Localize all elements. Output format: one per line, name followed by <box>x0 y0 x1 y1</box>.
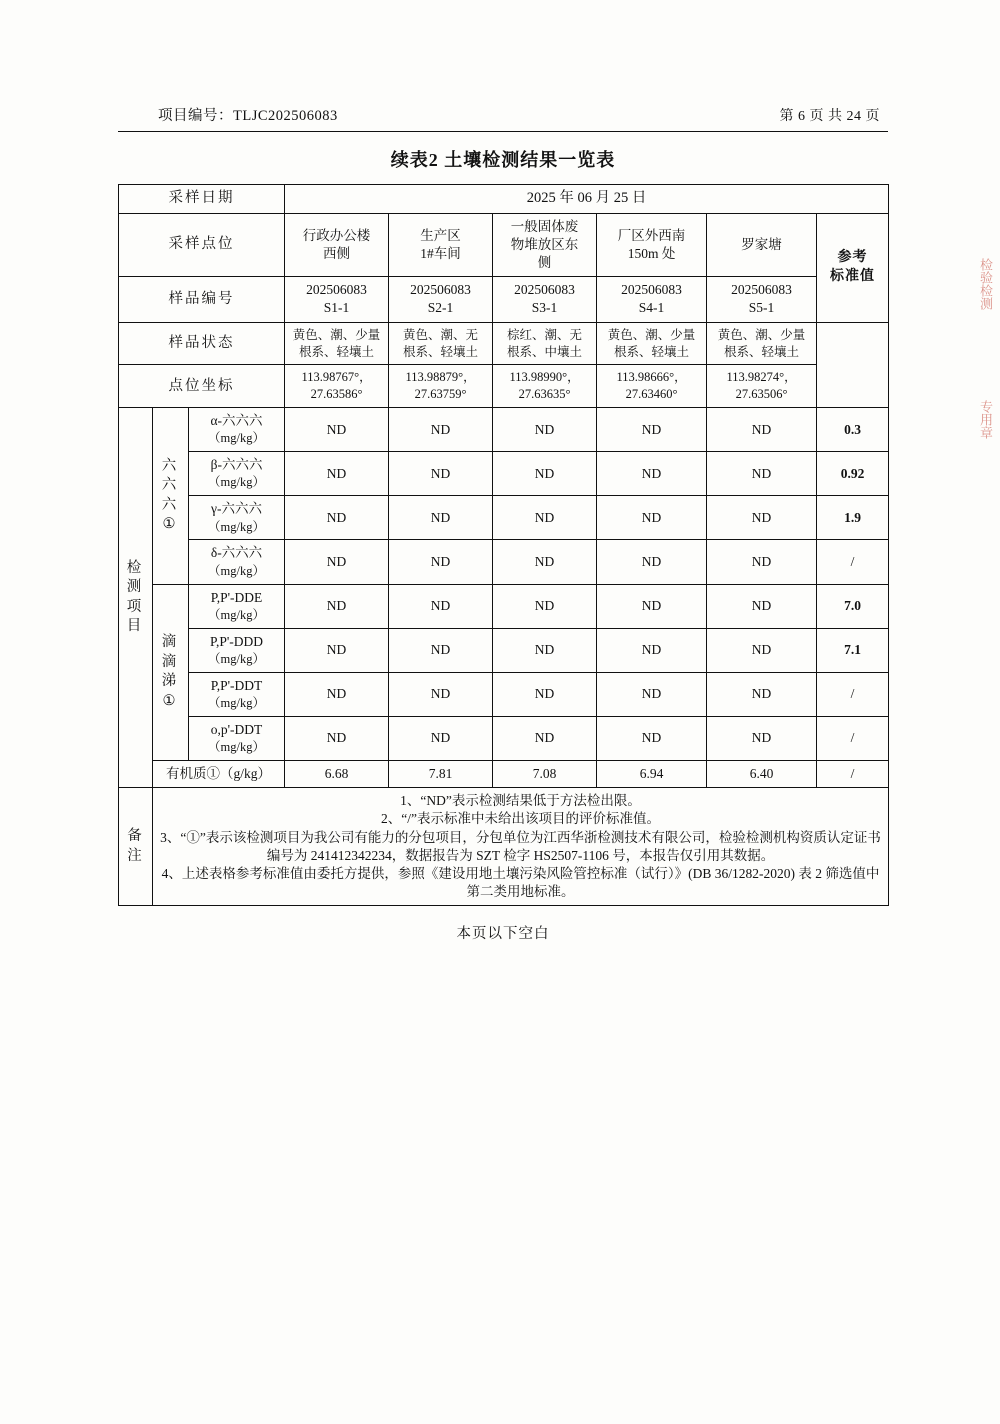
remark-label: 备 注 <box>127 828 144 864</box>
item-value: ND <box>389 408 493 452</box>
coordinate-line2: 27.63586° <box>310 387 363 402</box>
sample-no-line1: 202506083 <box>731 282 792 298</box>
item-value: ND <box>707 496 817 540</box>
group-label-ddt <box>153 584 189 760</box>
reference-standard-header <box>817 213 889 322</box>
item-value: ND <box>285 452 389 496</box>
sampling-point-line2: 西侧 <box>323 245 351 261</box>
item-name: γ-六六六 <box>211 501 262 517</box>
coordinate-cell <box>707 365 817 408</box>
row-label-sample-state: 样品状态 <box>119 322 285 365</box>
sample-state-line2: 根系、轻壤土 <box>614 344 690 359</box>
sample-no-line2: S4-1 <box>638 300 665 316</box>
group-char: 六 <box>161 457 180 474</box>
red-stamp-mark-2: 专用章 <box>978 400 993 439</box>
item-value: ND <box>285 496 389 540</box>
item-value: ND <box>597 672 707 716</box>
table-row-item <box>119 496 889 540</box>
item-unit: （mg/kg） <box>208 519 265 534</box>
sample-state-cell <box>597 322 707 365</box>
sample-no-line1: 202506083 <box>410 282 471 298</box>
group-char: 滴 <box>161 634 180 651</box>
coordinate-cell <box>389 365 493 408</box>
sampling-point-cell <box>285 213 389 277</box>
sample-no-cell <box>707 277 817 322</box>
table-row-item <box>119 408 889 452</box>
item-value: ND <box>597 584 707 628</box>
item-name-cell <box>189 540 285 584</box>
group-label-hch <box>153 408 189 584</box>
item-name: P,P'-DDT <box>210 677 263 693</box>
item-value: ND <box>597 540 707 584</box>
item-value: ND <box>389 496 493 540</box>
organic-value: 7.81 <box>389 760 493 787</box>
table-row-sample-no <box>119 277 889 322</box>
row-label-sampling-point: 采样点位 <box>119 213 285 277</box>
coordinate-line1: 113.98990°， <box>509 370 580 385</box>
coordinate-cell <box>597 365 707 408</box>
item-value: ND <box>707 716 817 760</box>
sampling-date-value: 2025 年 06 月 25 日 <box>285 185 889 214</box>
row-label-test-items <box>119 408 153 788</box>
sample-no-cell <box>389 277 493 322</box>
coordinate-line1: 113.98666°， <box>616 370 687 385</box>
red-stamp-mark-1: 检验检测 <box>978 258 993 310</box>
item-value: ND <box>597 716 707 760</box>
test-items-label: 检 测 项 目 <box>126 559 145 635</box>
coordinate-line1: 113.98879°， <box>405 370 476 385</box>
coordinate-cell <box>493 365 597 408</box>
item-value: ND <box>493 716 597 760</box>
item-value: ND <box>493 584 597 628</box>
item-standard: 7.0 <box>817 584 889 628</box>
sampling-point-line2: 1#车间 <box>420 245 461 261</box>
sample-state-line1: 黄色、潮、少量 <box>292 327 381 342</box>
item-name: α-六六六 <box>210 413 263 429</box>
header-divider <box>118 131 888 132</box>
item-value: ND <box>389 452 493 496</box>
item-value: ND <box>389 540 493 584</box>
item-value: ND <box>707 584 817 628</box>
sample-state-cell <box>285 322 389 365</box>
item-value: ND <box>389 672 493 716</box>
row-label-remark <box>119 788 153 906</box>
item-name: o,p'-DDT <box>210 721 263 737</box>
project-number-label: 项目编号： <box>158 108 233 124</box>
item-value: ND <box>285 540 389 584</box>
row-label-sampling-date: 采样日期 <box>119 185 285 214</box>
sampling-point-cell <box>707 213 817 277</box>
item-name-cell <box>189 408 285 452</box>
group-char: 涕 <box>161 673 180 690</box>
remarks-content <box>153 788 889 906</box>
remark-line-2: 2、“/”表示标准中未给出该项目的评价标准值。 <box>381 811 661 827</box>
group-char: 滴 <box>161 653 180 670</box>
table-row-item <box>119 716 889 760</box>
item-unit: （mg/kg） <box>208 651 265 666</box>
sampling-point-line3: 侧 <box>537 255 552 270</box>
item-value: ND <box>285 584 389 628</box>
item-name-cell <box>189 716 285 760</box>
coordinate-cell <box>285 365 389 408</box>
sample-state-line2: 根系、中壤土 <box>507 344 583 359</box>
reference-standard-line2: 标准值 <box>830 268 876 284</box>
item-value: ND <box>707 628 817 672</box>
sample-state-cell <box>707 322 817 365</box>
page-title: 续表2 土壤检测结果一览表 <box>390 150 616 170</box>
sample-state-line2: 根系、轻壤土 <box>724 344 800 359</box>
coordinate-line2: 27.63506° <box>735 387 788 402</box>
item-value: ND <box>597 496 707 540</box>
sampling-point-cell <box>493 213 597 277</box>
item-value: ND <box>493 672 597 716</box>
sample-state-cell <box>389 322 493 365</box>
item-value: ND <box>493 628 597 672</box>
item-unit: （mg/kg） <box>208 695 265 710</box>
sample-no-line2: S5-1 <box>748 300 775 316</box>
item-standard: 0.3 <box>817 408 889 452</box>
table-row-organic <box>119 760 889 787</box>
remark-line-1: 1、“ND”表示检测结果低于方法检出限。 <box>400 793 641 809</box>
table-row-item <box>119 628 889 672</box>
table-row-sampling-point <box>119 213 889 277</box>
sample-state-line1: 棕红、潮、无 <box>507 327 583 342</box>
sample-no-cell <box>597 277 707 322</box>
organic-label: 有机质①（g/kg） <box>153 760 285 787</box>
sampling-point-line1: 行政办公楼 <box>302 227 371 243</box>
sampling-point-line1: 厂区外西南 <box>617 227 686 243</box>
item-value: ND <box>597 408 707 452</box>
item-value: ND <box>493 540 597 584</box>
item-unit: （mg/kg） <box>208 607 265 622</box>
organic-standard: / <box>817 760 889 787</box>
sample-no-cell <box>285 277 389 322</box>
item-name-cell <box>189 584 285 628</box>
item-name-cell <box>189 672 285 716</box>
sample-state-line1: 黄色、潮、少量 <box>717 327 806 342</box>
item-value: ND <box>707 540 817 584</box>
sampling-point-line1: 罗家塘 <box>741 236 782 252</box>
item-value: ND <box>389 584 493 628</box>
table-row-remarks <box>119 788 889 906</box>
coordinate-line2: 27.63759° <box>414 387 467 402</box>
sample-no-cell <box>493 277 597 322</box>
item-standard: / <box>817 716 889 760</box>
organic-value: 6.94 <box>597 760 707 787</box>
sample-no-line1: 202506083 <box>306 282 367 298</box>
item-name: δ-六六六 <box>210 545 263 561</box>
sample-no-line1: 202506083 <box>621 282 682 298</box>
sample-state-line1: 黄色、潮、无 <box>403 327 479 342</box>
item-value: ND <box>493 408 597 452</box>
row-label-sample-no: 样品编号 <box>119 277 285 322</box>
remark-line-3: 3、“①”表示该检测项目为我公司有能力的分包项目，分包单位为江西华浙检测技术有限公司，检验检测机构资质认定证书编号为 241412342234，数据报告为 SZT 检字 HS2507-1106 号，本报告仅引用其数据。 <box>160 829 881 863</box>
blank-page-note: 本页以下空白 <box>456 926 550 943</box>
sample-state-cell <box>493 322 597 365</box>
remark-line-4: 4、上述表格参考标准值由委托方提供，参照《建设用地土壤污染风险管控标准（试行）》(DB 36/1282-2020) 表 2 筛选值中第二类用地标准。 <box>161 866 880 900</box>
soil-results-table <box>118 184 889 906</box>
item-name: β-六六六 <box>210 457 263 473</box>
group-char: 六 <box>161 496 180 513</box>
project-number <box>158 104 338 125</box>
sampling-point-line2: 150m 处 <box>627 245 676 261</box>
sampling-point-cell <box>597 213 707 277</box>
coordinate-line1: 113.98274°， <box>726 370 797 385</box>
sampling-point-cell <box>389 213 493 277</box>
item-value: ND <box>285 716 389 760</box>
table-row-item <box>119 584 889 628</box>
reference-standard-line1: 参考 <box>837 249 868 265</box>
item-value: ND <box>389 628 493 672</box>
sampling-point-line1: 生产区 <box>420 227 461 243</box>
group-char: ① <box>162 692 179 709</box>
item-value: ND <box>493 452 597 496</box>
table-row-item <box>119 452 889 496</box>
sampling-point-line1: 一般固体废 <box>510 218 579 234</box>
item-value: ND <box>597 628 707 672</box>
item-value: ND <box>707 408 817 452</box>
coordinate-line2: 27.63460° <box>625 387 678 402</box>
item-standard: 0.92 <box>817 452 889 496</box>
table-row-sampling-date <box>119 185 889 214</box>
item-unit: （mg/kg） <box>208 563 265 578</box>
item-name-cell <box>189 452 285 496</box>
coordinate-line1: 113.98767°， <box>301 370 372 385</box>
organic-value: 7.08 <box>493 760 597 787</box>
sample-state-line2: 根系、轻壤土 <box>403 344 479 359</box>
item-standard: 7.1 <box>817 628 889 672</box>
sampling-point-line2: 物堆放区东 <box>510 236 579 252</box>
reference-standard-blank <box>817 322 889 408</box>
page-header <box>118 104 888 131</box>
sample-no-line2: S1-1 <box>323 300 350 316</box>
item-standard: / <box>817 672 889 716</box>
item-value: ND <box>707 672 817 716</box>
group-char: ① <box>162 516 179 533</box>
item-value: ND <box>707 452 817 496</box>
item-name-cell <box>189 628 285 672</box>
item-unit: （mg/kg） <box>208 431 265 446</box>
table-row-sample-state <box>119 322 889 365</box>
sample-state-line1: 黄色、潮、少量 <box>607 327 696 342</box>
item-unit: （mg/kg） <box>208 740 265 755</box>
item-name: P,P'-DDD <box>209 633 264 649</box>
sample-no-line2: S2-1 <box>427 300 454 316</box>
table-row-coordinates <box>119 365 889 408</box>
sample-state-line2: 根系、轻壤土 <box>299 344 375 359</box>
item-value: ND <box>597 452 707 496</box>
organic-value: 6.40 <box>707 760 817 787</box>
item-value: ND <box>285 408 389 452</box>
sample-no-line1: 202506083 <box>514 282 575 298</box>
item-name: P,P'-DDE <box>210 589 263 605</box>
item-standard: / <box>817 540 889 584</box>
item-unit: （mg/kg） <box>208 475 265 490</box>
group-char: 六 <box>161 477 180 494</box>
coordinate-line2: 27.63635° <box>518 387 571 402</box>
item-value: ND <box>389 716 493 760</box>
item-standard: 1.9 <box>817 496 889 540</box>
report-sheet <box>118 104 888 943</box>
organic-value: 6.68 <box>285 760 389 787</box>
item-value: ND <box>285 628 389 672</box>
project-number-value: TLJC202506083 <box>233 108 338 124</box>
page-indicator: 第 6 页 共 24 页 <box>779 109 880 124</box>
sample-no-line2: S3-1 <box>531 300 558 316</box>
item-value: ND <box>493 496 597 540</box>
item-name-cell <box>189 496 285 540</box>
row-label-coordinates: 点位坐标 <box>119 365 285 408</box>
item-value: ND <box>285 672 389 716</box>
table-row-item <box>119 540 889 584</box>
table-row-item <box>119 672 889 716</box>
